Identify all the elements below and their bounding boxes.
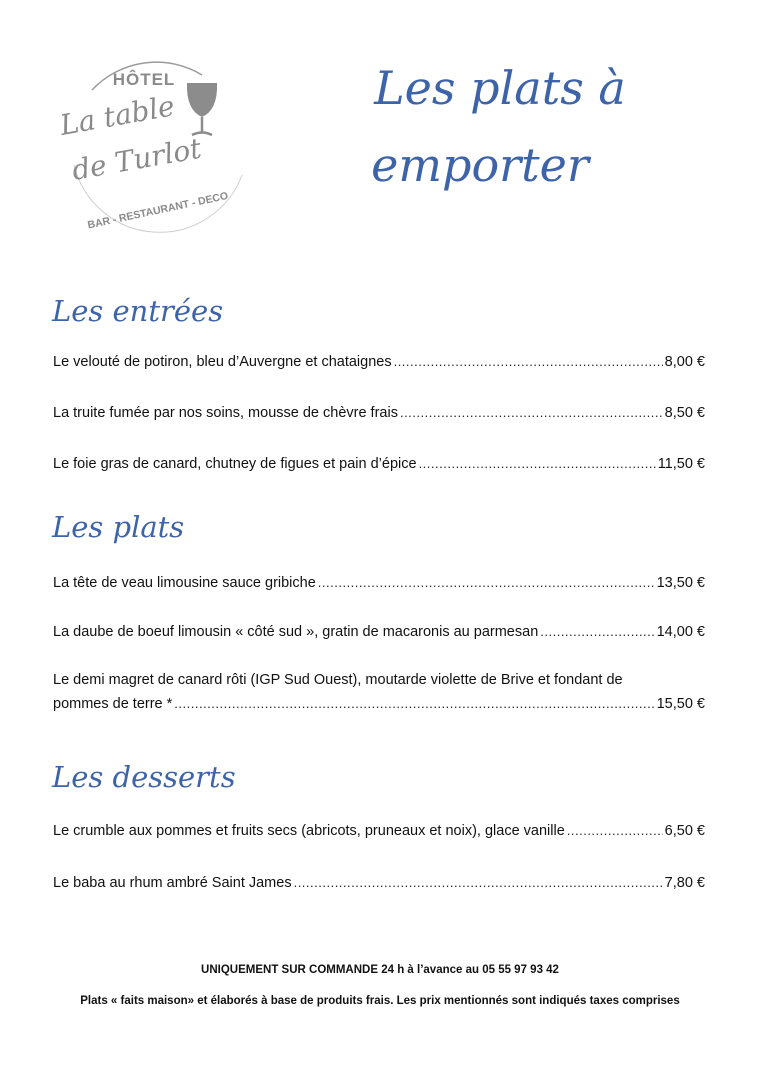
- section-title-entrees: Les entrées: [52, 294, 224, 328]
- section-title-plats: Les plats: [52, 510, 185, 544]
- menu-item-price: 6,50 €: [664, 823, 705, 839]
- menu-item-name: Le baba au rhum ambré Saint James: [53, 875, 292, 891]
- section-title-desserts: Les desserts: [52, 760, 236, 794]
- logo-line1: La table: [57, 89, 178, 142]
- menu-item-price: 7,80 €: [664, 875, 705, 891]
- logo-line2: de Turlot: [69, 131, 204, 187]
- leader-dots: [294, 875, 663, 890]
- menu-item-name: Le demi magret de canard rôti (IGP Sud Ouest), moutarde violette de Brive et fondant de: [53, 672, 623, 688]
- menu-item-price: 14,00 €: [656, 624, 705, 640]
- leader-dots: [567, 823, 663, 838]
- menu-item-name: Le crumble aux pommes et fruits secs (abricots, pruneaux et noix), glace vanille: [53, 823, 565, 839]
- menu-item: [53, 405, 705, 421]
- menu-item: [53, 354, 705, 370]
- leader-dots: [174, 696, 654, 711]
- menu-item-price: 8,50 €: [664, 405, 705, 421]
- leader-dots: [394, 354, 663, 369]
- menu-item: [53, 456, 705, 472]
- leader-dots: [419, 456, 656, 471]
- menu-item-price: 15,50 €: [656, 696, 705, 712]
- leader-dots: [400, 405, 663, 420]
- logo-tagline: BAR - RESTAURANT - DECO: [86, 189, 230, 232]
- leader-dots: [318, 575, 655, 590]
- homemade-note: Plats « faits maison» et élaborés à base de produits frais. Les prix mentionnés sont indiqués taxes comprises: [80, 995, 680, 1007]
- menu-item-name-cont: pommes de terre *: [53, 696, 173, 712]
- menu-item-name: Le foie gras de canard, chutney de figues et pain d’épice: [53, 456, 417, 472]
- order-notice: UNIQUEMENT SUR COMMANDE 24 h à l’avance au 05 55 97 93 42: [201, 964, 559, 976]
- wine-glass-icon: [187, 83, 217, 135]
- title-line2: emporter: [371, 137, 589, 192]
- hotel-logo: [52, 55, 252, 245]
- menu-item-price: 8,00 €: [664, 354, 705, 370]
- leader-dots: [540, 624, 654, 639]
- menu-item: [53, 823, 705, 839]
- title-line1: Les plats à: [374, 61, 626, 115]
- menu-item-price: 11,50 €: [657, 456, 705, 472]
- menu-item: [53, 624, 705, 640]
- menu-item-name: Le velouté de potiron, bleu d’Auvergne et chataignes: [53, 354, 392, 370]
- menu-item-name: La truite fumée par nos soins, mousse de chèvre frais: [53, 405, 398, 421]
- menu-item-name: La tête de veau limousine sauce gribiche: [53, 575, 316, 591]
- logo-hotel: HÔTEL: [112, 70, 176, 89]
- menu-item: [53, 875, 705, 891]
- menu-item-price: 13,50 €: [656, 575, 705, 591]
- menu-item-name: La daube de boeuf limousin « côté sud », gratin de macaronis au parmesan: [53, 624, 539, 640]
- page-title: [330, 62, 670, 192]
- menu-item: [53, 575, 705, 591]
- menu-item: [53, 672, 705, 712]
